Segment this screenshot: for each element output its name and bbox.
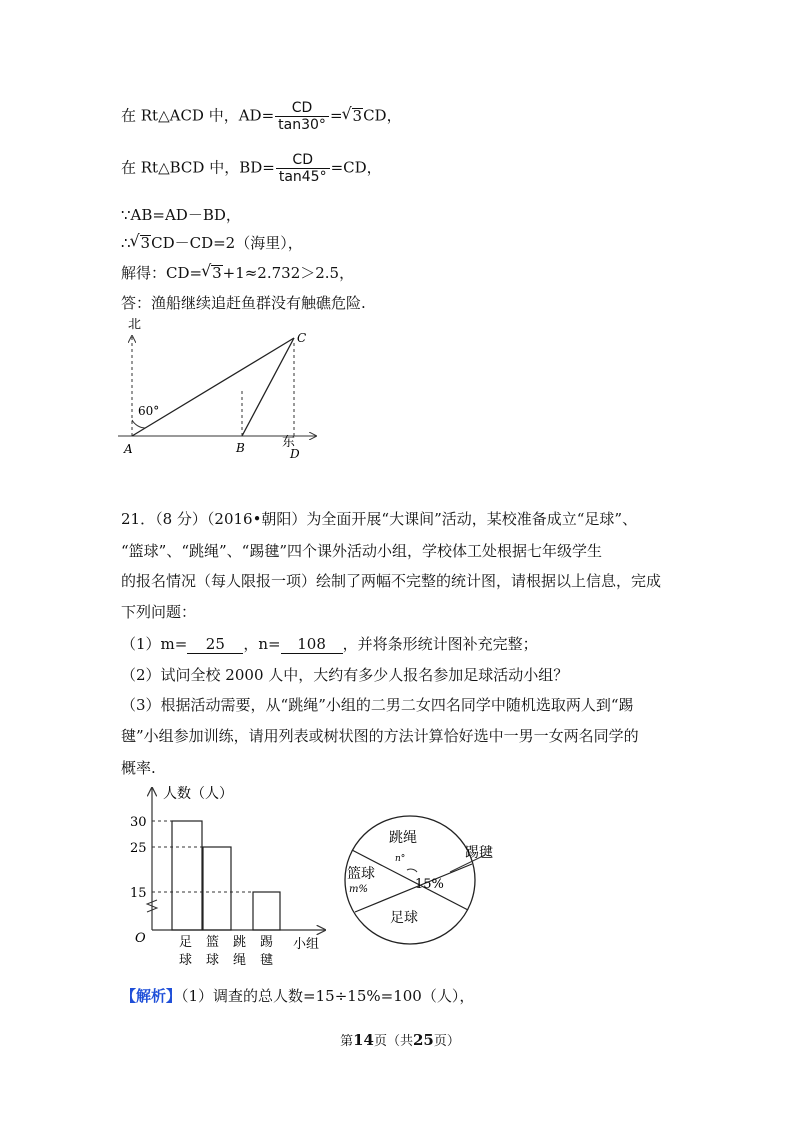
footer-text: 页） — [433, 1034, 460, 1049]
slice-label-rope: 跳绳 — [389, 830, 417, 846]
footer-text: 页（共 — [373, 1034, 413, 1049]
question-line-2: “篮球”、“跳绳”、“踢毽”四个课外活动小组，学校体工处根据七年级学生 — [121, 542, 603, 560]
axis-break — [147, 900, 157, 912]
text: 解得：CD= — [121, 264, 203, 282]
x-tick-rope-2: 绳 — [233, 953, 247, 968]
footer-text: 第 — [340, 1034, 354, 1049]
slice-value-n: n° — [395, 854, 406, 864]
x-tick-football-2: 球 — [179, 953, 193, 968]
origin-label: O — [135, 931, 146, 946]
line-BC — [242, 338, 294, 436]
x-tick-basketball-2: 球 — [206, 953, 220, 968]
geometry-figure — [110, 318, 330, 463]
text: CD－CD=2（海里）， — [151, 234, 303, 252]
analysis-text: （1）调查的总人数=15÷15%=100（人）， — [181, 987, 475, 1005]
text: （1）m= — [121, 635, 188, 653]
question-line-3: 的报名情况（每人限报一项）绘制了两幅不完整的统计图，请根据以上信息，完成 — [121, 572, 662, 590]
page-number: 14 — [353, 1031, 374, 1049]
question-part-3a: （3）根据活动需要，从“跳绳”小组的二男二女四名同学中随机选取两人到“踢 — [121, 696, 634, 714]
page-footer — [0, 1030, 800, 1049]
question-part-3c: 概率. — [121, 759, 156, 777]
bar-jianzi — [253, 892, 280, 930]
sqrt: √ 3 — [140, 235, 152, 251]
x-tick-football-1: 足 — [179, 935, 193, 950]
y-tick-15: 15 — [130, 886, 147, 901]
point-A-label: A — [124, 442, 133, 456]
text: 在 Rt△ACD 中，AD= — [121, 106, 275, 125]
text: ，并将条形统计图补充完整； — [342, 635, 538, 653]
question-part-2: （2）试问全校 2000 人中，大约有多少人报名参加足球活动小组？ — [121, 666, 569, 684]
solution-line-5 — [121, 262, 354, 283]
bar-football — [172, 821, 202, 930]
solution-line-4 — [121, 232, 303, 253]
slice-label-basketball: 篮球 — [347, 866, 375, 882]
y-axis-label: 人数（人） — [163, 786, 233, 802]
fraction — [276, 152, 330, 185]
line-AC — [132, 338, 294, 436]
fraction — [275, 100, 329, 133]
text: =CD， — [330, 158, 382, 177]
sqrt: √ 3 — [211, 265, 223, 281]
slice-value-m: m% — [349, 884, 368, 895]
text: CD， — [363, 106, 402, 125]
question-line-4: 下列问题： — [121, 603, 197, 621]
analysis-tag: 【解析】 — [121, 987, 182, 1005]
bar-basketball — [203, 847, 231, 930]
x-tick-jianzi-2: 毽 — [260, 953, 274, 968]
text: +1≈2.732＞2.5， — [222, 264, 355, 282]
slice-value-jianzi: 15% — [415, 877, 444, 892]
sqrt: √ 3 — [352, 108, 364, 124]
x-tick-basketball-1: 篮 — [206, 935, 220, 950]
x-axis-label: 小组 — [293, 937, 320, 952]
y-tick-25: 25 — [130, 841, 147, 856]
angle-label: 60° — [138, 404, 160, 418]
text: ∴ — [121, 234, 131, 252]
text: 在 Rt△BCD 中，BD= — [121, 158, 275, 177]
question-header: 21．（8 分）（2016•朝阳）为全面开展“大课间”活动，某校准备成立“足球”、 — [121, 510, 638, 528]
fraction-numerator: CD — [275, 100, 329, 117]
solution-line-2 — [121, 152, 382, 185]
pie-chart — [335, 800, 515, 960]
text: ，n= — [243, 635, 281, 653]
fraction-denominator: tan30° — [278, 117, 326, 133]
point-D-label: D — [290, 447, 300, 461]
text: = — [329, 106, 343, 125]
answer-m: 25 — [187, 635, 243, 654]
answer-n: 108 — [281, 635, 343, 654]
page-total: 25 — [413, 1031, 434, 1049]
solution-line-1 — [121, 100, 402, 133]
point-B-label: B — [236, 441, 245, 455]
question-part-1 — [121, 633, 538, 654]
x-tick-rope-1: 跳 — [233, 935, 247, 950]
x-tick-jianzi-1: 踢 — [260, 935, 274, 950]
bar-chart — [125, 780, 345, 970]
point-C-label: C — [297, 331, 307, 345]
slice-label-jianzi: 踢毽 — [465, 845, 493, 861]
east-label: 东 — [282, 435, 296, 450]
question-part-3b: 毽”小组参加训练，请用列表或树状图的方法计算恰好选中一男一女两名同学的 — [121, 727, 639, 745]
slice-label-football: 足球 — [390, 910, 418, 926]
north-label: 北 — [128, 318, 142, 332]
analysis-line — [121, 985, 474, 1006]
y-tick-30: 30 — [130, 815, 147, 830]
angle-arc — [132, 420, 145, 428]
fraction-denominator: tan45° — [278, 169, 327, 185]
solution-line-6: 答：渔船继续追赶鱼群没有触礁危险. — [121, 294, 366, 312]
angle-arc — [407, 869, 417, 872]
fraction-numerator: CD — [276, 152, 330, 169]
solution-line-3: ∵AB=AD－BD， — [121, 206, 241, 224]
